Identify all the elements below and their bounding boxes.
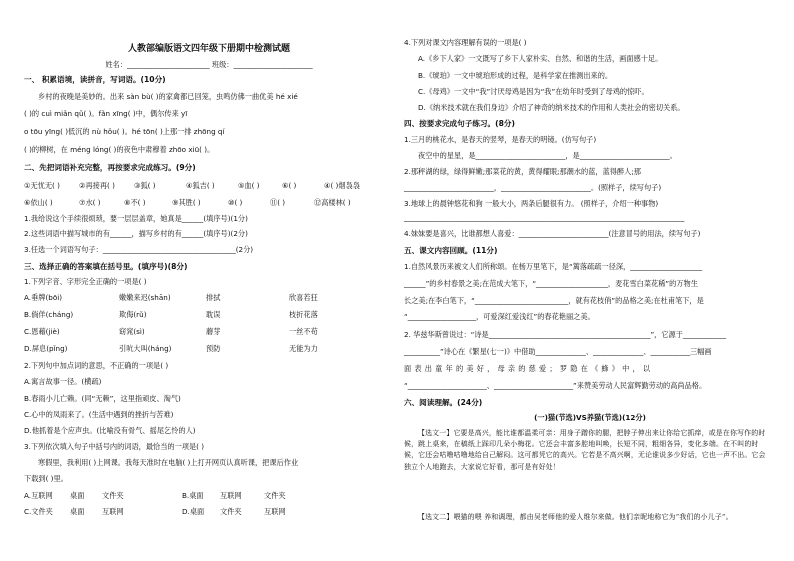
choice-cell: 枝折花落 xyxy=(289,310,318,319)
q4-option: D.《纳米技术就在我们身边》介绍了神奇的纳米技术的作用和人类社会的密切关系。 xyxy=(418,103,685,112)
choice-cell: 嫩嫩来迟(shān) xyxy=(119,293,171,302)
q3-option-cell: 文件夹 xyxy=(102,491,124,500)
q3-option-cell: 文件夹 xyxy=(264,491,286,500)
section-5-line: 面表出童年的美好，母亲的慈爱；罗隐在《蜂》中，以 xyxy=(404,364,654,373)
q2-option: C.心中的凤雨来了。(生活中遇到的挫折与苦难) xyxy=(24,410,174,419)
choice-cell: 窈窕(sì) xyxy=(119,327,145,336)
section-3-question-4: 4.下列对课文内容理解有误的一项是( ) xyxy=(404,38,527,47)
choice-cell: 欣喜若狂 xyxy=(289,293,318,302)
idiom-item: ①无忧无( ) xyxy=(24,181,60,190)
choice-cell: C.恩藉(jiè) xyxy=(24,327,60,336)
section-4-question-2b: _________________________，_________________________。(照样子，续写句子) xyxy=(404,183,662,192)
idiom-item: ⑤血( ) xyxy=(238,181,260,190)
idiom-item: ⑫高楼林( ) xyxy=(314,198,351,207)
choice-cell: A.垂牌(bōi) xyxy=(24,293,63,302)
q3-option-cell: 文件夹 xyxy=(220,507,242,516)
section-4-question-3: 3.地球上的晨钟悠花和狗 一般大小，两条后腿很有力。 (照样子，介绍一种事物) xyxy=(404,199,659,208)
q2-option: B.春雨小儿亡赖。(同“无赖”，这里指顽皮、淘气) xyxy=(24,394,181,403)
choice-cell: B.倘佯(cháng) xyxy=(24,310,74,319)
section-3-question-2: 2.下列句中加点词的意思，不正确的一项是( ) xyxy=(24,361,169,370)
section-6-heading: 六、阅读理解。(24分) xyxy=(404,398,483,407)
section-3-heading: 三、选择正确的答案填在括号里。(填序号)(8分) xyxy=(24,262,188,271)
q4-option: B.《琥珀》一文中琥珀形成的过程，是科学家在推测出来的。 xyxy=(418,71,613,80)
section-4-question-1: 1.三月的桃花水，是春天的竖琴，是春天的明镜。(仿写句子) xyxy=(404,135,597,144)
section-2-question-2: 2.这些词语中描写城市的有______，描写乡村的有______(填序号)(2分) xyxy=(24,229,248,238)
q3-text-line-1: 寒假里，我利用( )上网课。我每天准时在电脑( )上打开网页认真听课，把课后作业 xyxy=(38,458,299,467)
idiom-item: ④狐吉( ) xyxy=(186,181,215,190)
reading-subtitle: (一)猫(节选)VS养猫(节选)(12分) xyxy=(534,413,646,422)
q3-option-cell: 互联网 xyxy=(264,507,286,516)
idiom-item: ②再接再( ) xyxy=(79,181,115,190)
choice-cell: 欺侮(rǔ) xyxy=(119,310,147,319)
section-3-question-3: 3.下列依次填入句子中括号内的词语，最恰当的一项是( ) xyxy=(24,442,205,451)
section-4-answer-1: 夜空中的星星，是_________________________，是_________________________。 xyxy=(418,151,677,160)
section-2-heading: 二、先把词语补充完整，再按要求完成练习。(9分) xyxy=(24,163,196,172)
idiom-item: ⑪( ) xyxy=(270,198,286,207)
section-1-heading: 一、 积累语境，读拼音，写词语。(10分) xyxy=(24,75,166,84)
section-5-line: 2. 华兹华斯曾说过：“诗是_____________________________________________”，它源于____________ xyxy=(404,330,727,339)
section-1-line-1: 乡村的夜晚是美妙的。出来 sàn bù( )的家禽都已回笼，虫鸣仿佛一曲优美 hé xié xyxy=(38,92,298,101)
section-3-question-1: 1.下列字音、字形完全正确的一项是( ) xyxy=(24,277,147,286)
q3-option-cell: 互联网 xyxy=(220,491,242,500)
section-5-heading: 五、课文内容回顾。(11分) xyxy=(404,246,498,255)
choice-cell: 一丝不苟 xyxy=(289,327,318,336)
student-info-line: 姓名：_______________________ 班级：______________________ xyxy=(105,60,313,69)
idiom-item: ④( )烟袅袅 xyxy=(324,181,360,190)
q4-option: C.《母鸡》一文中“我”讨厌母鸡是因为“我”在幼年时受到了母鸡的惊吓。 xyxy=(418,87,649,96)
idiom-item: ⑥依山( ) xyxy=(24,198,53,207)
idiom-item: ⑩( ) xyxy=(228,198,243,207)
reading-passage-1: 【选文一】它要是高兴，能比谁都温柔可亲：用身子蹭你的腿，把脖子伸出来让你给它抓痒，或是在你写作的时候，跳上桌来，在稿纸上踩印几朵小梅花。它还会丰富多腔地叫唤，长短不同，粗细各异，变化多端。在不叫的时候，它还会咕噜咕噜地给自己解闷。这可都凭它的高兴。它若是不高兴啊，无论谁说多少好话，它也一声不出。它会独立个人地跑去，大家说它好看，那可是有好处！ xyxy=(404,429,766,471)
idiom-item: ⑥( ) xyxy=(282,181,297,190)
section-5-line: ______”的乡村春景之美;在范成大笔下，“____________________，麦花雪白菜花稀”的万物生 xyxy=(404,279,698,288)
idiom-item: ⑧不( ) xyxy=(124,198,146,207)
section-2-question-3: 3.任选一个词语写句子：_____________________________________(2分) xyxy=(24,245,254,254)
q3-option-cell: B.桌面 xyxy=(182,491,204,500)
reading-passage-2: 【选文二】喂猫的喂 养和调理，都由吴老师他的爱人维尔来做。他们亲昵地称它为“我们的小儿子”。 xyxy=(418,513,733,521)
choice-cell: 蘑芽 xyxy=(206,327,221,336)
choice-cell: 预防 xyxy=(206,344,221,353)
section-4-answer-line: ______________________________________________________________________________ xyxy=(404,213,685,222)
section-5-line: “___________________，可爱深红爱浅红”的春花艳丽之美。 xyxy=(404,312,595,321)
q3-option-cell: C.文件夹 xyxy=(24,507,53,516)
page-title: 人教部编版语文四年级下册期中检测试题 xyxy=(127,44,290,54)
idiom-item: ⑦水( ) xyxy=(79,198,101,207)
q3-option-cell: 桌面 xyxy=(70,491,85,500)
q3-option-cell: 桌面 xyxy=(70,507,85,516)
choice-cell: 耽误 xyxy=(206,310,221,319)
section-5-line: 长之美;在李白笔下，“__________________________，就有花枝俏”的品格之美;在杜甫笔下，是 xyxy=(404,296,704,305)
choice-cell: 排拭 xyxy=(206,293,221,302)
section-1-line-3: o tōu yīng( )低沉的 nù hǒu( )。hé tōn( )上那一排 zhōng qí xyxy=(24,127,225,136)
q3-text-line-2: 下载到( )里。 xyxy=(24,474,68,483)
section-2-question-1: 1.我给说这个手续很烦琐，要一层层盖章，她真是______(填序号)(1分) xyxy=(24,214,248,223)
section-1-line-4: ( )的柳树，在 méng lóng( )的夜色中肃穆着 zhōo xiū( )。 xyxy=(24,145,215,154)
section-5-line: 1.自然风景历来被文人们所称颂。在杨万里笔下，是“篱落疏疏一径深，____________________ xyxy=(404,262,703,271)
section-5-line: “______________________、______________________”来赞美劳动人民富辉勤劳动的高尚品格。 xyxy=(404,381,707,390)
q2-option: D.他抓着是个应声虫。(比喻没有骨气、摇尾乞怜的人) xyxy=(24,426,196,435)
q2-option: A.寓言故事一径。(横疏) xyxy=(24,377,102,386)
q3-option-cell: 互联网 xyxy=(102,507,124,516)
q3-option-cell: A.互联网 xyxy=(24,491,53,500)
choice-cell: 无能为力 xyxy=(289,344,318,353)
section-5-line: __________”诗心在《繁星(七一)》中借助______________、______________、___________三幅画 xyxy=(404,347,712,356)
q3-option-cell: D.桌面 xyxy=(182,507,205,516)
section-1-line-2: ( )的 cuì miǎn qǔ( )。fǎn xīng( )中，偶尔传来 yī xyxy=(24,109,188,118)
section-4-question-4: 4.妹妹要是喜兴，比谁都想人喜爱：_________________________(注意冒号的用法，续写句子) xyxy=(404,229,701,238)
choice-cell: 引吭大叫(háng) xyxy=(119,344,172,353)
idiom-item: ③狐( ) xyxy=(134,181,156,190)
section-4-heading: 四、按要求完成句子练习。(8分) xyxy=(404,119,515,128)
section-4-question-2a: 2.那秤湖的绿，绿得鲜嫩;那菜花的黄，黄得耀眼;那潮水的蓝，蓝得醉人;那 xyxy=(404,167,641,176)
q4-option: A.《乡下人家》一文既写了乡下人家朴实、自然、和谐的生活，画面感十足。 xyxy=(418,54,663,63)
choice-cell: D.屏息(pǐng) xyxy=(24,344,68,353)
idiom-item: ⑨其胜( ) xyxy=(172,198,201,207)
